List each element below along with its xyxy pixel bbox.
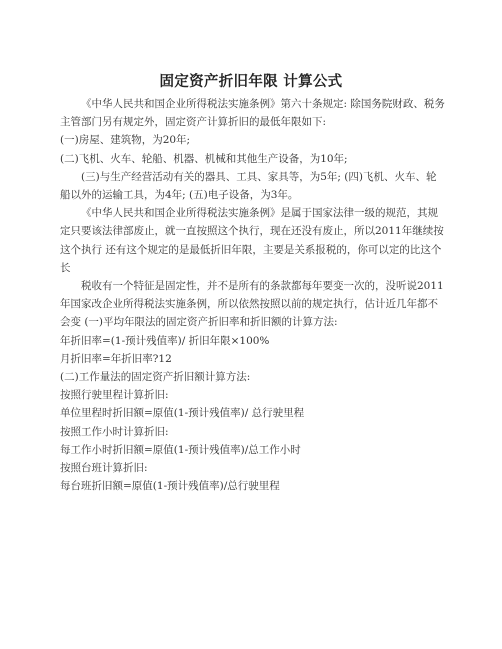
document-title: 固定资产折旧年限 计算公式	[159, 74, 343, 90]
paragraph-regulation-intro: 《中华人民共和国企业所得税法实施条例》第六十条规定: 除国务院财政、税务主管部门另有规定外，固定资产计算折旧的最低年限如下:	[60, 98, 445, 129]
formula-monthly-rate: 月折旧率=年折旧率?12	[60, 352, 172, 365]
paragraph-regulation-level: 《中华人民共和国企业所得税法实施条例》是属于国家法律一级的规范，其规定只要该法律部废止，就一直按照这个执行，现在还没有废止，所以2011年继续按这个执行 还有这个规定的是最低折旧年限，主要是关系报税的，你可以定的比这个长	[60, 207, 444, 274]
formula-annual-rate: 年折旧率=(1-预计残值率)/ 折旧年限×100%	[60, 334, 270, 347]
heading-by-mileage: 按照行驶里程计算折旧:	[60, 389, 169, 402]
document-body	[60, 95, 445, 495]
formula-per-hour: 每工作小时折旧额=原值(1-预计残值率)/总工作小时	[60, 443, 301, 456]
heading-by-shift: 按照台班计算折旧:	[60, 462, 148, 475]
formula-per-mileage: 单位里程时折旧额=原值(1-预计残值率)/ 总行驶里程	[60, 407, 305, 420]
paragraph-items-3-5: (三)与生产经营活动有关的器具、工具、家具等，为5年; (四)飞机、火车、轮船以外的运输工具，为4年; (五)电子设备，为3年。	[60, 170, 437, 202]
formula-per-shift: 每台班折旧额=原值(1-预计残值率)/总行驶里程	[60, 480, 280, 493]
heading-by-hours: 按照工作小时计算折旧:	[60, 425, 169, 438]
paragraph-tax-stability: 税收有一个特征是固定性，并不是所有的条款都每年要变一次的，没听说2011年国家改企业所得税法实施条例，所以依然按照以前的规定执行，估计近几年都不会变 (一)平均年限法的固定资产折旧率和折旧额的计算方法:	[60, 280, 444, 329]
paragraph-item-1: (一)房屋、建筑物，为20年;	[60, 134, 191, 147]
heading-workload-method: (二)工作量法的固定资产折旧额计算方法:	[60, 371, 251, 384]
paragraph-item-2: (二)飞机、火车、轮船、机器、机械和其他生产设备，为10年;	[60, 152, 348, 165]
